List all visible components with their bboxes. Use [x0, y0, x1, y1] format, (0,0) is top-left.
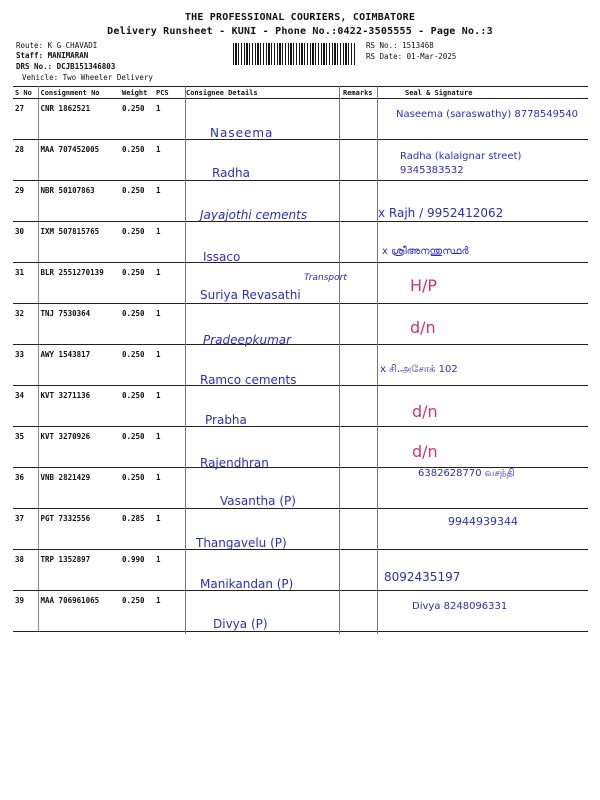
weight: 0.250: [120, 591, 154, 632]
consignment-no: KVT 3271136: [38, 386, 120, 427]
barcode: [233, 43, 355, 65]
table-header: [13, 87, 588, 99]
consignment-no: BLR 2551270139: [38, 263, 120, 304]
remarks-cell: [341, 509, 381, 550]
divider-remarks: [339, 86, 340, 634]
remarks-cell: [341, 181, 381, 222]
handwritten-signature: d/n: [412, 442, 438, 461]
handwritten-signature: x ശ്രീഅനന്തുസ്ഥർ: [382, 246, 469, 257]
handwritten-consignee: Divya (P): [213, 617, 268, 631]
runsheet-title: Delivery Runsheet - KUNI - Phone No.:0422-3505555 - Page No.:3: [107, 26, 493, 37]
col-sno: S No: [13, 87, 38, 99]
table-row: [13, 345, 588, 386]
weight: 0.250: [120, 140, 154, 181]
rs-no: RS No.: 1513468: [366, 41, 434, 50]
sno: 32: [13, 304, 38, 345]
handwritten-consignee: Suriya Revasathi: [200, 288, 301, 302]
consignment-no: MAA 706961065: [38, 591, 120, 632]
weight: 0.250: [120, 263, 154, 304]
weight: 0.285: [120, 509, 154, 550]
pcs: 1: [154, 550, 184, 591]
handwritten-consignee: Pradeepkumar: [203, 333, 292, 347]
pcs: 1: [154, 263, 184, 304]
weight: 0.250: [120, 222, 154, 263]
vehicle: Vehicle: Two Wheeler Delivery: [22, 73, 153, 82]
handwritten-signature: H/P: [410, 276, 438, 295]
staff: Staff: MANIMARAN: [16, 51, 89, 60]
handwritten-signature: x சி.அசோக் 102: [380, 364, 458, 375]
weight: 0.250: [120, 99, 154, 140]
handwritten-consignee: Manikandan (P): [200, 577, 294, 591]
sno: 27: [13, 99, 38, 140]
consignment-no: TNJ 7530364: [38, 304, 120, 345]
remarks-cell: [341, 222, 381, 263]
consignment-no: KVT 3270926: [38, 427, 120, 468]
table-row: [13, 427, 588, 468]
consignment-no: NBR 50107863: [38, 181, 120, 222]
remarks-cell: [341, 591, 381, 632]
weight: 0.250: [120, 181, 154, 222]
consignment-no: PGT 7332556: [38, 509, 120, 550]
handwritten-signature: 9944939344: [448, 515, 518, 528]
sno: 38: [13, 550, 38, 591]
handwritten-consignee: Prabha: [205, 413, 247, 427]
consignment-no: AWY 1543817: [38, 345, 120, 386]
handwritten-consignee: Radha: [212, 166, 251, 180]
col-consignment: Consignment No: [38, 87, 120, 99]
col-remarks: Remarks: [341, 87, 381, 99]
pcs: 1: [154, 509, 184, 550]
sno: 31: [13, 263, 38, 304]
remarks-cell: [341, 263, 381, 304]
weight: 0.990: [120, 550, 154, 591]
remarks-cell: [341, 304, 381, 345]
pcs: 1: [154, 386, 184, 427]
table-row: [13, 386, 588, 427]
divider-seal: [377, 86, 378, 634]
pcs: 1: [154, 140, 184, 181]
sno: 36: [13, 468, 38, 509]
sno: 35: [13, 427, 38, 468]
consignment-no: MAA 707452005: [38, 140, 120, 181]
consignment-no: TRP 1352897: [38, 550, 120, 591]
handwritten-consignee: Naseema: [210, 126, 274, 140]
handwritten-consignee: Issaco: [203, 250, 241, 264]
rs-date: RS Date: 01-Mar-2025: [366, 52, 457, 61]
remarks-cell: [341, 99, 381, 140]
pcs: 1: [154, 99, 184, 140]
col-seal: Seal & Signature: [381, 87, 588, 99]
weight: 0.250: [120, 468, 154, 509]
table-row: [13, 550, 588, 591]
route: Route: K G CHAVADI: [16, 41, 98, 50]
remarks-cell: [341, 468, 381, 509]
pcs: 1: [154, 222, 184, 263]
drs-no: DRS No.: DCJB151346803: [16, 62, 116, 71]
pcs: 1: [154, 591, 184, 632]
col-consignee: Consignee Details: [184, 87, 341, 99]
weight: 0.250: [120, 386, 154, 427]
consignment-no: VNB 2821429: [38, 468, 120, 509]
pcs: 1: [154, 468, 184, 509]
handwritten-signature: Radha (kalaignar street) 9345383532: [400, 151, 522, 176]
divider-consignee: [185, 86, 186, 634]
pcs: 1: [154, 345, 184, 386]
consignment-no: IXM 507815765: [38, 222, 120, 263]
sno: 34: [13, 386, 38, 427]
handwritten-consignee: Jayajothi cements: [200, 208, 308, 222]
sno: 33: [13, 345, 38, 386]
handwritten-remark: Transport: [304, 273, 347, 283]
remarks-cell: [341, 386, 381, 427]
weight: 0.250: [120, 427, 154, 468]
handwritten-signature: 6382628770 வசந்தி: [418, 468, 515, 479]
col-weight: Weight: [120, 87, 154, 99]
pcs: 1: [154, 427, 184, 468]
handwritten-consignee: Ramco cements: [200, 373, 297, 387]
handwritten-consignee: Rajendhran: [200, 456, 269, 470]
sno: 30: [13, 222, 38, 263]
weight: 0.250: [120, 345, 154, 386]
sno: 29: [13, 181, 38, 222]
pcs: 1: [154, 181, 184, 222]
handwritten-signature: x Rajh / 9952412062: [378, 206, 504, 220]
handwritten-consignee: Thangavelu (P): [196, 536, 287, 550]
handwritten-signature: 8092435197: [384, 570, 461, 584]
company-title: THE PROFESSIONAL COURIERS, COIMBATORE: [184, 12, 416, 23]
table-row: [13, 304, 588, 345]
handwritten-signature: d/n: [412, 402, 438, 421]
consignee-cell: [184, 140, 341, 181]
remarks-cell: [341, 550, 381, 591]
remarks-cell: [341, 140, 381, 181]
table-row: [13, 222, 588, 263]
sno: 37: [13, 509, 38, 550]
handwritten-signature: Divya 8248096331: [412, 601, 508, 612]
handwritten-signature: Naseema (saraswathy) 8778549540: [396, 109, 579, 120]
sno: 39: [13, 591, 38, 632]
pcs: 1: [154, 304, 184, 345]
col-pcs: PCS: [154, 87, 184, 99]
sno: 28: [13, 140, 38, 181]
remarks-cell: [341, 427, 381, 468]
remarks-cell: [341, 345, 381, 386]
consignment-no: CNR 1862521: [38, 99, 120, 140]
weight: 0.250: [120, 304, 154, 345]
handwritten-consignee: Vasantha (P): [220, 494, 296, 508]
handwritten-signature: d/n: [410, 318, 436, 337]
